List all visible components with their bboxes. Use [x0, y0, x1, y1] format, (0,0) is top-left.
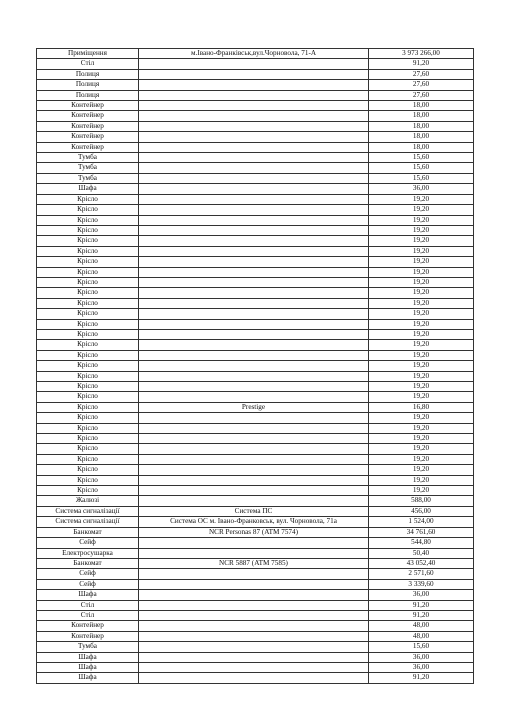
table-row: [37, 558, 474, 568]
item-description-cell: [139, 454, 369, 464]
item-value-cell: 19,20: [369, 413, 474, 423]
item-value-cell: 19,20: [369, 444, 474, 454]
table-row: [37, 517, 474, 527]
item-value-cell: 91,20: [369, 610, 474, 620]
item-description-cell: NCR 5887 (ATM 7585): [139, 558, 369, 568]
item-name-cell: Крісло: [37, 257, 139, 267]
table-row: [37, 329, 474, 339]
item-value-cell: 19,20: [369, 475, 474, 485]
item-name-cell: Крісло: [37, 350, 139, 360]
item-description-cell: [139, 621, 369, 631]
item-name-cell: Крісло: [37, 392, 139, 402]
table-row: [37, 288, 474, 298]
item-value-cell: 36,00: [369, 652, 474, 662]
item-value-cell: 50,40: [369, 548, 474, 558]
table-row: [37, 413, 474, 423]
item-name-cell: Тумба: [37, 642, 139, 652]
item-value-cell: 19,20: [369, 298, 474, 308]
table-row: [37, 236, 474, 246]
item-description-cell: Система ПС: [139, 506, 369, 516]
item-description-cell: [139, 392, 369, 402]
item-description-cell: [139, 257, 369, 267]
item-value-cell: 91,20: [369, 59, 474, 69]
item-name-cell: Крісло: [37, 215, 139, 225]
item-name-cell: Полиця: [37, 69, 139, 79]
item-name-cell: Крісло: [37, 434, 139, 444]
item-name-cell: Приміщення: [37, 49, 139, 59]
item-value-cell: 19,20: [369, 257, 474, 267]
item-value-cell: 19,20: [369, 392, 474, 402]
item-name-cell: Контейнер: [37, 142, 139, 152]
item-description-cell: [139, 361, 369, 371]
item-description-cell: [139, 579, 369, 589]
item-description-cell: [139, 413, 369, 423]
item-description-cell: [139, 486, 369, 496]
table-row: [37, 569, 474, 579]
table-row: [37, 548, 474, 558]
table-row: [37, 277, 474, 287]
table-row: [37, 402, 474, 412]
table-row: [37, 90, 474, 100]
table-row: [37, 142, 474, 152]
item-description-cell: [139, 142, 369, 152]
item-name-cell: Банкомат: [37, 558, 139, 568]
table-row: [37, 163, 474, 173]
table-row: [37, 610, 474, 620]
table-row: [37, 225, 474, 235]
item-description-cell: [139, 590, 369, 600]
item-value-cell: 36,00: [369, 184, 474, 194]
item-value-cell: 15,60: [369, 153, 474, 163]
table-row: [37, 101, 474, 111]
item-name-cell: Крісло: [37, 225, 139, 235]
item-description-cell: [139, 111, 369, 121]
table-row: [37, 486, 474, 496]
table-row: [37, 361, 474, 371]
item-description-cell: [139, 600, 369, 610]
table-row: [37, 444, 474, 454]
item-name-cell: Банкомат: [37, 527, 139, 537]
item-description-cell: [139, 69, 369, 79]
table-row: [37, 69, 474, 79]
item-value-cell: 18,00: [369, 132, 474, 142]
item-description-cell: Система ОС м. Івано-Франковськ, вул. Чорновола, 71а: [139, 517, 369, 527]
item-value-cell: 15,60: [369, 642, 474, 652]
table-row: [37, 454, 474, 464]
item-name-cell: Контейнер: [37, 631, 139, 641]
item-value-cell: 15,60: [369, 173, 474, 183]
item-name-cell: Полиця: [37, 90, 139, 100]
table-row: [37, 257, 474, 267]
item-name-cell: Шафа: [37, 662, 139, 672]
item-value-cell: 43 052,40: [369, 558, 474, 568]
item-name-cell: Крісло: [37, 475, 139, 485]
item-name-cell: Контейнер: [37, 111, 139, 121]
table-row: [37, 662, 474, 672]
table-row: [37, 465, 474, 475]
item-name-cell: Крісло: [37, 267, 139, 277]
item-description-cell: [139, 309, 369, 319]
item-value-cell: 34 761,60: [369, 527, 474, 537]
item-value-cell: 91,20: [369, 600, 474, 610]
item-value-cell: 16,80: [369, 402, 474, 412]
item-value-cell: 48,00: [369, 631, 474, 641]
item-value-cell: 19,20: [369, 236, 474, 246]
item-description-cell: [139, 350, 369, 360]
table-row: [37, 59, 474, 69]
table-row: [37, 371, 474, 381]
item-description-cell: [139, 642, 369, 652]
item-value-cell: 2 571,60: [369, 569, 474, 579]
item-name-cell: Крісло: [37, 361, 139, 371]
item-description-cell: [139, 132, 369, 142]
table-row: [37, 579, 474, 589]
item-name-cell: Стіл: [37, 600, 139, 610]
table-row: [37, 434, 474, 444]
table-row: [37, 111, 474, 121]
item-description-cell: [139, 163, 369, 173]
item-name-cell: Шафа: [37, 673, 139, 683]
item-description-cell: [139, 434, 369, 444]
item-description-cell: [139, 205, 369, 215]
item-value-cell: 27,60: [369, 80, 474, 90]
item-value-cell: 18,00: [369, 142, 474, 152]
table-row: [37, 309, 474, 319]
item-description-cell: [139, 569, 369, 579]
item-value-cell: 19,20: [369, 267, 474, 277]
table-row: [37, 340, 474, 350]
table-row: [37, 49, 474, 59]
item-description-cell: [139, 673, 369, 683]
item-value-cell: 19,20: [369, 246, 474, 256]
item-name-cell: Шафа: [37, 184, 139, 194]
table-row: [37, 80, 474, 90]
item-name-cell: Полиця: [37, 80, 139, 90]
item-name-cell: Шафа: [37, 590, 139, 600]
table-row: [37, 621, 474, 631]
table-row: [37, 673, 474, 683]
item-value-cell: 19,20: [369, 225, 474, 235]
item-name-cell: Система сигналізації: [37, 506, 139, 516]
item-name-cell: Стіл: [37, 59, 139, 69]
item-value-cell: 19,20: [369, 288, 474, 298]
item-name-cell: Крісло: [37, 413, 139, 423]
item-description-cell: [139, 215, 369, 225]
item-value-cell: 19,20: [369, 454, 474, 464]
item-description-cell: [139, 59, 369, 69]
item-description-cell: [139, 444, 369, 454]
item-description-cell: [139, 194, 369, 204]
table-row: [37, 350, 474, 360]
item-description-cell: [139, 153, 369, 163]
item-value-cell: 3 973 266,00: [369, 49, 474, 59]
item-description-cell: [139, 631, 369, 641]
item-description-cell: [139, 90, 369, 100]
item-description-cell: Prestige: [139, 402, 369, 412]
table-row: [37, 496, 474, 506]
item-name-cell: Тумба: [37, 163, 139, 173]
table-row: [37, 121, 474, 131]
item-name-cell: Сейф: [37, 569, 139, 579]
table-row: [37, 215, 474, 225]
item-description-cell: [139, 236, 369, 246]
table-row: [37, 506, 474, 516]
item-value-cell: 27,60: [369, 90, 474, 100]
item-value-cell: 19,20: [369, 329, 474, 339]
item-description-cell: [139, 121, 369, 131]
table-row: [37, 600, 474, 610]
item-value-cell: 3 339,60: [369, 579, 474, 589]
item-value-cell: 19,20: [369, 361, 474, 371]
item-value-cell: 19,20: [369, 205, 474, 215]
inventory-table-body: [37, 49, 474, 684]
item-description-cell: [139, 288, 369, 298]
item-name-cell: Крісло: [37, 246, 139, 256]
table-row: [37, 298, 474, 308]
item-description-cell: [139, 184, 369, 194]
table-row: [37, 527, 474, 537]
item-name-cell: Контейнер: [37, 101, 139, 111]
item-name-cell: Крісло: [37, 465, 139, 475]
item-name-cell: Сейф: [37, 579, 139, 589]
table-row: [37, 246, 474, 256]
item-name-cell: Система сигналізації: [37, 517, 139, 527]
item-name-cell: Шафа: [37, 652, 139, 662]
item-name-cell: Крісло: [37, 277, 139, 287]
item-name-cell: Крісло: [37, 298, 139, 308]
item-description-cell: [139, 423, 369, 433]
table-row: [37, 423, 474, 433]
item-value-cell: 19,20: [369, 215, 474, 225]
item-name-cell: Стіл: [37, 610, 139, 620]
table-row: [37, 194, 474, 204]
item-name-cell: Крісло: [37, 194, 139, 204]
item-value-cell: 19,20: [369, 309, 474, 319]
item-name-cell: Крісло: [37, 288, 139, 298]
table-row: [37, 590, 474, 600]
item-value-cell: 588,00: [369, 496, 474, 506]
inventory-table: [36, 48, 474, 684]
item-description-cell: [139, 101, 369, 111]
item-value-cell: 19,20: [369, 319, 474, 329]
table-row: [37, 642, 474, 652]
item-description-cell: [139, 371, 369, 381]
table-row: [37, 184, 474, 194]
table-row: [37, 475, 474, 485]
item-description-cell: [139, 610, 369, 620]
item-value-cell: 18,00: [369, 111, 474, 121]
item-description-cell: [139, 329, 369, 339]
item-value-cell: 19,20: [369, 465, 474, 475]
item-name-cell: Крісло: [37, 205, 139, 215]
item-value-cell: 19,20: [369, 371, 474, 381]
item-value-cell: 15,60: [369, 163, 474, 173]
item-description-cell: [139, 382, 369, 392]
item-description-cell: [139, 267, 369, 277]
item-name-cell: Крісло: [37, 340, 139, 350]
item-description-cell: NCR Personas 87 (ATM 7574): [139, 527, 369, 537]
item-description-cell: [139, 662, 369, 672]
item-value-cell: 27,60: [369, 69, 474, 79]
item-description-cell: [139, 475, 369, 485]
item-name-cell: Тумба: [37, 153, 139, 163]
item-description-cell: [139, 340, 369, 350]
table-row: [37, 153, 474, 163]
item-description-cell: [139, 465, 369, 475]
table-row: [37, 319, 474, 329]
item-name-cell: Контейнер: [37, 132, 139, 142]
table-row: [37, 652, 474, 662]
item-name-cell: Крісло: [37, 423, 139, 433]
item-name-cell: Тумба: [37, 173, 139, 183]
table-row: [37, 392, 474, 402]
item-name-cell: Крісло: [37, 486, 139, 496]
item-value-cell: 19,20: [369, 382, 474, 392]
item-value-cell: 36,00: [369, 662, 474, 672]
item-value-cell: 19,20: [369, 340, 474, 350]
item-name-cell: Крісло: [37, 309, 139, 319]
item-name-cell: Крісло: [37, 329, 139, 339]
table-row: [37, 538, 474, 548]
item-name-cell: Крісло: [37, 444, 139, 454]
item-description-cell: м.Івано-Франківськ,вул.Чорновола, 71-А: [139, 49, 369, 59]
item-value-cell: 18,00: [369, 101, 474, 111]
item-description-cell: [139, 538, 369, 548]
item-description-cell: [139, 173, 369, 183]
item-value-cell: 18,00: [369, 121, 474, 131]
item-name-cell: Крісло: [37, 402, 139, 412]
item-value-cell: 36,00: [369, 590, 474, 600]
table-row: [37, 173, 474, 183]
item-value-cell: 544,80: [369, 538, 474, 548]
item-value-cell: 19,20: [369, 277, 474, 287]
item-value-cell: 19,20: [369, 350, 474, 360]
item-value-cell: 1 524,00: [369, 517, 474, 527]
item-description-cell: [139, 652, 369, 662]
item-description-cell: [139, 80, 369, 90]
item-name-cell: Жалюзі: [37, 496, 139, 506]
item-value-cell: 19,20: [369, 194, 474, 204]
item-description-cell: [139, 319, 369, 329]
table-row: [37, 382, 474, 392]
table-row: [37, 205, 474, 215]
item-name-cell: Крісло: [37, 236, 139, 246]
item-description-cell: [139, 246, 369, 256]
item-description-cell: [139, 548, 369, 558]
item-name-cell: Крісло: [37, 319, 139, 329]
item-name-cell: Крісло: [37, 382, 139, 392]
item-description-cell: [139, 298, 369, 308]
item-description-cell: [139, 225, 369, 235]
item-description-cell: [139, 277, 369, 287]
item-value-cell: 19,20: [369, 423, 474, 433]
item-name-cell: Сейф: [37, 538, 139, 548]
item-name-cell: Контейнер: [37, 621, 139, 631]
item-value-cell: 19,20: [369, 434, 474, 444]
item-name-cell: Контейнер: [37, 121, 139, 131]
inventory-sheet: [36, 48, 473, 684]
table-row: [37, 267, 474, 277]
item-name-cell: Крісло: [37, 454, 139, 464]
item-name-cell: Крісло: [37, 371, 139, 381]
item-description-cell: [139, 496, 369, 506]
item-value-cell: 48,00: [369, 621, 474, 631]
item-name-cell: Електросушарка: [37, 548, 139, 558]
item-value-cell: 91,20: [369, 673, 474, 683]
table-row: [37, 631, 474, 641]
item-value-cell: 456,00: [369, 506, 474, 516]
item-value-cell: 19,20: [369, 486, 474, 496]
table-row: [37, 132, 474, 142]
